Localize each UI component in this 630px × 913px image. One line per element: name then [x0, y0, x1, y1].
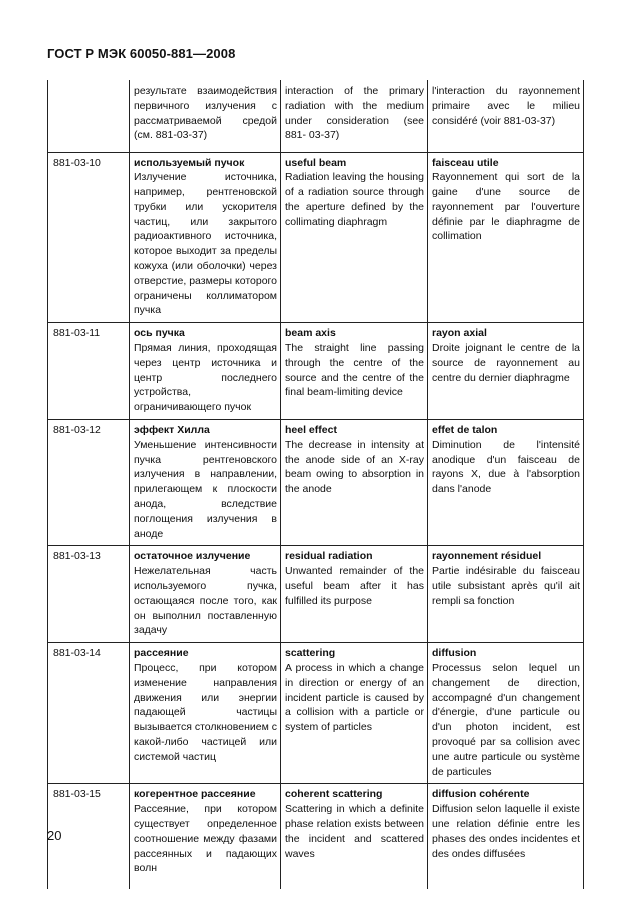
en-cell — [281, 420, 428, 546]
fr-cell — [428, 323, 584, 420]
ru-cell — [130, 784, 281, 889]
fr-definition: Diffusion selon laquelle il existe une relation définie entre les phases des ondes incidentes et des ondes diffusées — [432, 803, 580, 860]
en-cell — [281, 784, 428, 889]
en-cell — [281, 546, 428, 643]
ru-term: эффект Хилла — [134, 424, 210, 437]
en-cell — [281, 152, 428, 323]
ru-term: ось пучка — [134, 327, 185, 340]
ru-term: используемый пучок — [134, 156, 245, 169]
ru-cell — [130, 420, 281, 546]
en-definition: Unwanted remainder of the useful beam after it has fulfilled its purpose — [285, 565, 424, 607]
term-number: 881-03-15 — [48, 784, 130, 889]
ru-term: остаточное излучение — [134, 550, 251, 563]
term-number: 881-03-11 — [48, 323, 130, 420]
document-header: ГОСТ Р МЭК 60050-881—2008 — [47, 46, 236, 61]
fr-cell — [428, 643, 584, 784]
fr-definition: Partie indésirable du faisceau utile subsistant après qu'il ait rempli sa fonction — [432, 565, 580, 607]
fr-term: rayon axial — [432, 327, 487, 340]
en-definition: A process in which a change in direction or energy of an incident particle is caused by a collision with a particle or system of particles — [285, 662, 424, 734]
ru-cell — [130, 546, 281, 643]
fr-definition: l'interaction du rayonnement primaire avec le milieu considéré (voir 881-03-37) — [428, 80, 584, 152]
en-term: residual radiation — [285, 550, 373, 563]
en-cell — [281, 643, 428, 784]
term-number: 881-03-12 — [48, 420, 130, 546]
en-term: coherent scattering — [285, 788, 383, 801]
ru-definition: Прямая линия, проходящая через центр источника и центр последнего устройства, ограничивающего пучок — [134, 342, 277, 414]
en-definition: Scattering in which a definite phase relation exists between the incident and scattered waves — [285, 803, 424, 860]
term-number: 881-03-10 — [48, 152, 130, 323]
fr-definition: Droite joignant le centre de la source de rayonnement au centre du dernier diaphragme — [432, 342, 580, 384]
ru-definition: Нежелательная часть используемого пучка, остающаяся после того, как он выполнил поставленную задачу — [134, 565, 277, 637]
ru-term: рассеяние — [134, 647, 189, 660]
fr-cell — [428, 784, 584, 889]
term-number: 881-03-14 — [48, 643, 130, 784]
fr-cell — [428, 152, 584, 323]
fr-term: diffusion cohérente — [432, 788, 530, 801]
table-row — [48, 546, 584, 643]
en-term: scattering — [285, 647, 336, 660]
table-row-continuation — [48, 80, 584, 152]
fr-term: rayonnement résiduel — [432, 550, 542, 563]
ru-cell — [130, 152, 281, 323]
ru-cell — [130, 643, 281, 784]
ru-cell — [130, 323, 281, 420]
en-definition: The decrease in intensity at the anode side of an X-ray beam owing to absorption in the anode — [285, 438, 424, 496]
terms-table — [47, 80, 584, 889]
fr-cell — [428, 546, 584, 643]
fr-term: faisceau utile — [432, 156, 499, 169]
ru-definition: Процесс, при котором изменение направления движения или энергии падающей частицы вызывается столкновением с какой-либо частицей или системой частиц — [134, 662, 277, 763]
en-cell — [281, 323, 428, 420]
fr-term: diffusion — [432, 647, 477, 660]
term-number: 881-03-13 — [48, 546, 130, 643]
table-row — [48, 420, 584, 546]
fr-term: effet de talon — [432, 424, 498, 437]
fr-definition: Rayonnement qui sort de la gaine d'une source de rayonnement par l'ouverture définie par le diaphragme de collimation — [432, 171, 580, 243]
en-definition: interaction of the primary radiation with the medium under consideration (see 881- 03-37) — [281, 80, 428, 152]
table-row — [48, 784, 584, 889]
ru-definition: Уменьшение интенсивности пучка рентгеновского излучения в направлении, прилегающем к плоскости анода, вследствие поглощения излучения в аноде — [134, 438, 277, 540]
table-row — [48, 152, 584, 323]
fr-definition: Diminution de l'intensité anodique d'un faisceau de rayons X, due à l'absorption dans l'anode — [432, 438, 580, 496]
en-definition: Radiation leaving the housing of a radiation source through the aperture defined by the collimating diaphragm — [285, 171, 424, 228]
table-row — [48, 323, 584, 420]
ru-definition: Излучение источника, например, рентгеновской трубки или ускорителя частиц, или закрытого радиоактивного источника, которое выходит за пределы кожуха (или оболочки) через отверстие, размеры которого ограничены коллиматором пучка — [134, 171, 277, 317]
en-term: useful beam — [285, 156, 347, 169]
en-term: beam axis — [285, 327, 336, 340]
en-definition: The straight line passing through the centre of the source and the centre of the final beam-limiting device — [285, 342, 424, 399]
ru-definition: результате взаимодействия первичного излучения с рассматриваемой средой (см. 881-03-37) — [130, 80, 281, 152]
term-number-cell — [48, 80, 130, 152]
ru-definition: Рассеяние, при котором существует определенное соотношение между фазами рассеянных и падающих волн — [134, 803, 277, 875]
table-row — [48, 643, 584, 784]
fr-cell — [428, 420, 584, 546]
en-term: heel effect — [285, 424, 337, 437]
page-number: 20 — [47, 828, 62, 843]
fr-definition: Processus selon lequel un changement de direction, accompagné d'un changement d'énergie, d'une particule ou d'un photon incident, est provoqué par sa collision avec une autre particule ou système de particules — [432, 662, 580, 778]
ru-term: когерентное рассеяние — [134, 788, 256, 801]
